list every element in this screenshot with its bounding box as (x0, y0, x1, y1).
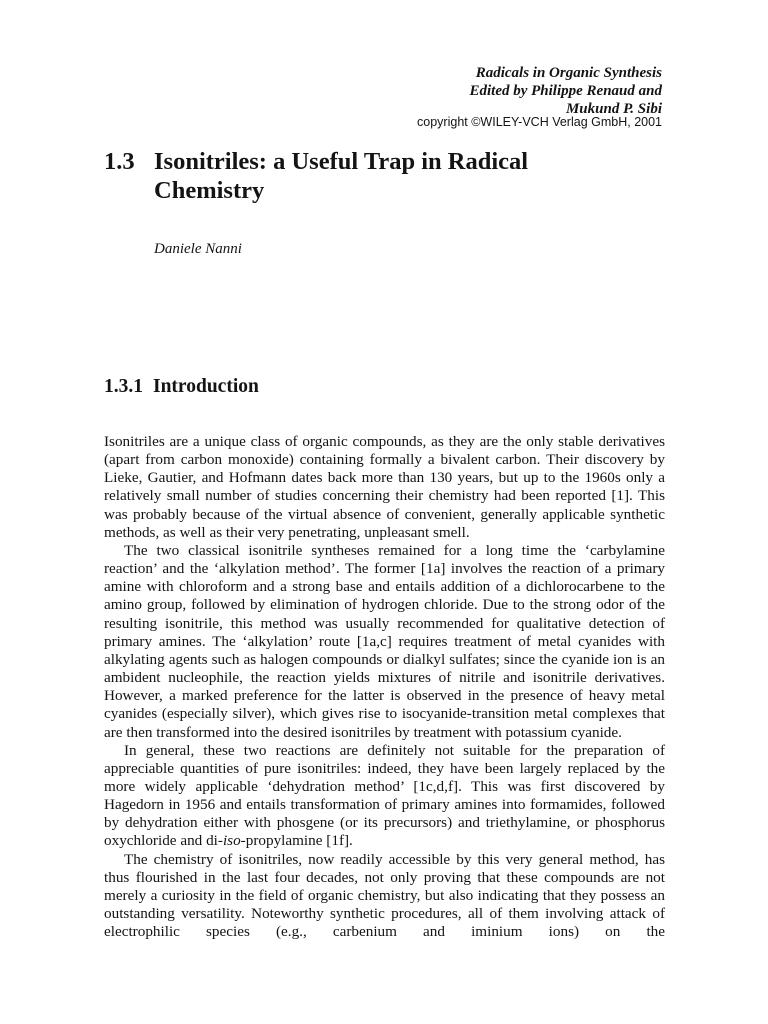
book-title: Radicals in Organic Synthesis (475, 65, 662, 81)
chapter-title (104, 147, 664, 205)
chapter-title-line-2: Chemistry (154, 177, 265, 204)
body-text (104, 433, 665, 941)
chapter-number: 1.3 (104, 148, 135, 175)
editors-line-2: Mukund P. Sibi (565, 101, 662, 117)
paragraph-1: Isonitriles are a unique class of organic compounds, as they are the only stable derivatives (apart from carbon monoxide) containing formally a bivalent carbon. Their discovery by Lieke, Gautier, and Hofmann dates back more than 130 years, but up to the 1960s only a relatively small number of studies concerning their chemistry had been reported [1]. This was probably because of the virtual absence of convenient, generally applicable synthetic methods, as well as their very penetrating, unpleasant smell. (104, 433, 665, 541)
chapter-title-line-1: Isonitriles: a Useful Trap in Radical (154, 148, 529, 175)
paragraph-2: The two classical isonitrile syntheses remained for a long time the ‘carbylamine reaction’ and the ‘alkylation method’. The former [1a] involves the reaction of a primary amine with chloroform and a strong base and entails addition of a dichlorocarbene to the amino group, followed by elimination of hydrogen chloride. Due to the strong odor of the resulting isonitrile, this method was usually recommended for qualitative detection of primary amines. The ‘alkylation’ route [1a,c] requires treatment of metal cyanides with alkylating agents such as halogen compounds or dialkyl sulfates; since the cyanide ion is an ambident nucleophile, the reaction yields mixtures of nitrile and isonitrile derivatives. However, a marked preference for the latter is observed in the presence of heavy metal cyanides (especially silver), which gives rise to isocyanide-transition metal complexes that are then transformed into the desired isonitriles by treatment with potassium cyanide. (104, 541, 665, 741)
section-number: 1.3.1 (104, 376, 143, 397)
paragraph-4: The chemistry of isonitriles, now readily accessible by this very general method, has thus flourished in the last four decades, not only proving that these compounds are not merely a curiosity in the field of organic chemistry, but also indicating that they possess an outstanding versatility. Noteworthy synthetic procedures, all of them involving attack of electrophilic species (e.g., carbenium and iminium ions) on the (104, 850, 665, 941)
section-heading (104, 375, 259, 399)
section-title: Introduction (153, 376, 259, 397)
copyright-notice: copyright ©WILEY-VCH Verlag GmbH, 2001 (417, 115, 662, 129)
paragraph-3-italic: iso (222, 832, 241, 850)
chapter-author: Daniele Nanni (154, 241, 242, 257)
running-header (417, 64, 662, 130)
paragraph-3-text-b: -propylamine [1f]. (240, 832, 353, 850)
paragraph-3 (104, 742, 665, 851)
editors-line-1: Edited by Philippe Renaud and (469, 83, 662, 99)
paragraph-3-text-a: In general, these two reactions are definitely not suitable for the preparation of appreciable quantities of pure isonitriles: indeed, they have been largely replaced by the more widely applicable ‘dehydration method’ [1c,d,f]. This was first discovered by Hagedorn in 1956 and entails transformation of primary amines into formamides, followed by dehydration either with phosgene (or its precursors) and triethylamine, or phosphorus oxychloride and di- (104, 741, 665, 850)
